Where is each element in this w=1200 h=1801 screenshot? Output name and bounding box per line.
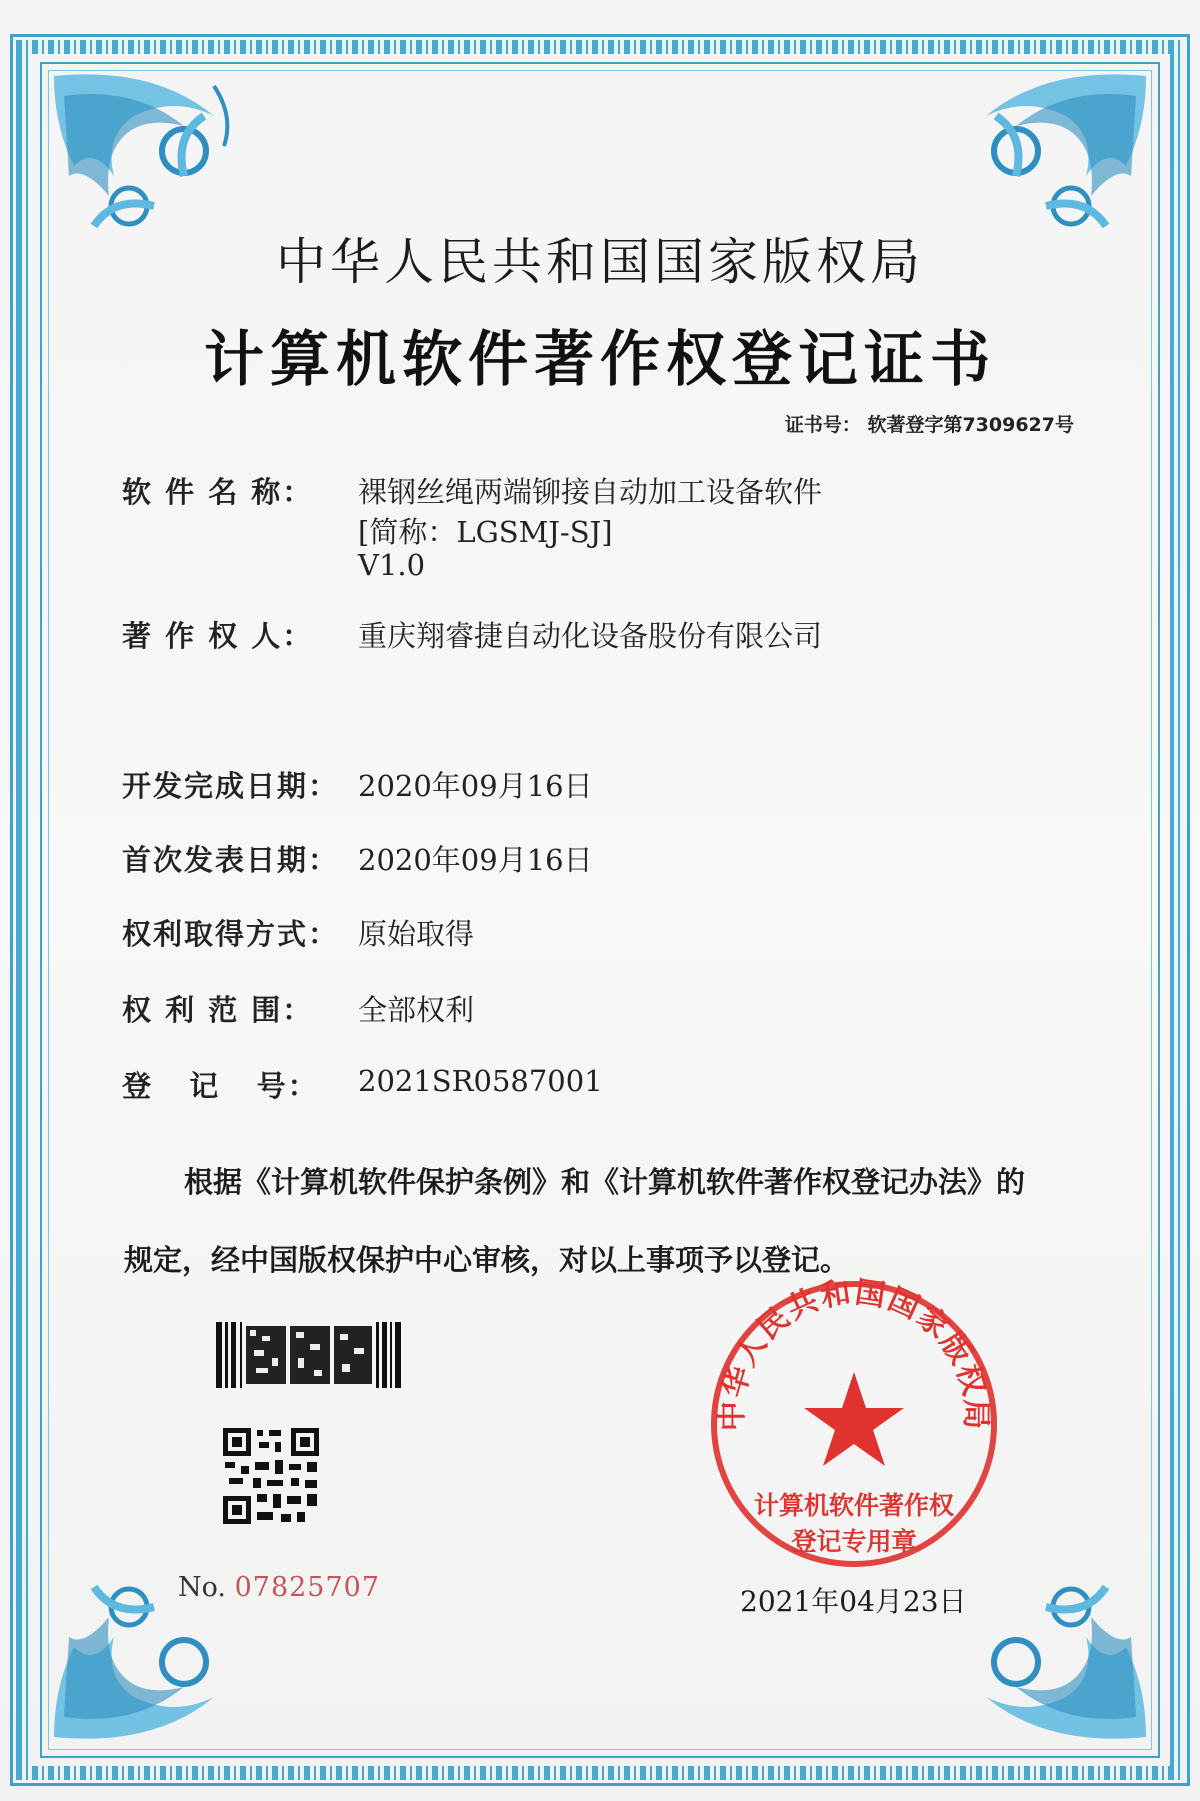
software-name-value: 裸钢丝绳两端铆接自动加工设备软件 bbox=[358, 475, 823, 509]
first-publish-label: 首次发表日期： bbox=[122, 843, 340, 877]
scope-row bbox=[122, 988, 475, 1029]
qr-code-icon bbox=[223, 1428, 319, 1524]
acquisition-row bbox=[122, 912, 475, 953]
serial-value: 07825707 bbox=[234, 1572, 381, 1603]
seal-line-2: 登记专用章 bbox=[791, 1527, 917, 1556]
scope-label: 权 利 范 围： bbox=[122, 993, 314, 1027]
scope-value: 全部权利 bbox=[358, 993, 475, 1027]
software-abbrev: [简称：LGSMJ-SJ] bbox=[358, 515, 613, 549]
acquisition-label: 权利取得方式： bbox=[122, 917, 340, 951]
software-name-row bbox=[122, 470, 823, 511]
registration-label: 登 记 号： bbox=[122, 1069, 319, 1103]
first-publish-value: 2020年09月16日 bbox=[358, 843, 593, 877]
copyright-owner-label: 著 作 权 人： bbox=[122, 619, 314, 653]
certificate-title: 计算机软件著作权登记证书 bbox=[204, 325, 996, 395]
dev-completion-label: 开发完成日期： bbox=[122, 769, 340, 803]
dev-completion-value: 2020年09月16日 bbox=[358, 769, 593, 803]
software-name-label: 软 件 名 称： bbox=[122, 475, 314, 509]
seal-outer-text: 中华人民共和国国家版权局 bbox=[714, 1276, 994, 1432]
copyright-owner-value: 重庆翔睿捷自动化设备股份有限公司 bbox=[358, 619, 823, 653]
certificate-number: 证书号： 软著登字第7309627号 bbox=[784, 414, 1074, 436]
serial-prefix: No. bbox=[178, 1572, 226, 1603]
statement-line-2: 规定，经中国版权保护中心审核，对以上事项予以登记。 bbox=[124, 1243, 850, 1277]
statement-line-1: 根据《计算机软件保护条例》和《计算机软件著作权登记办法》的 bbox=[184, 1165, 1026, 1199]
first-publish-row bbox=[122, 838, 593, 879]
copyright-owner-row bbox=[122, 614, 823, 655]
software-version: V1.0 bbox=[358, 548, 426, 582]
seal-line-1: 计算机软件著作权 bbox=[753, 1491, 954, 1520]
serial-number bbox=[178, 1572, 380, 1603]
registration-row bbox=[122, 1064, 603, 1105]
issue-date: 2021年04月23日 bbox=[740, 1585, 967, 1618]
dev-completion-row bbox=[122, 764, 593, 805]
issuer-title: 中华人民共和国国家版权局 bbox=[276, 233, 924, 291]
barcode-icon bbox=[216, 1322, 402, 1388]
registration-value: 2021SR0587001 bbox=[358, 1064, 603, 1098]
acquisition-value: 原始取得 bbox=[358, 917, 475, 951]
corner-ornament-icon bbox=[34, 1527, 264, 1757]
